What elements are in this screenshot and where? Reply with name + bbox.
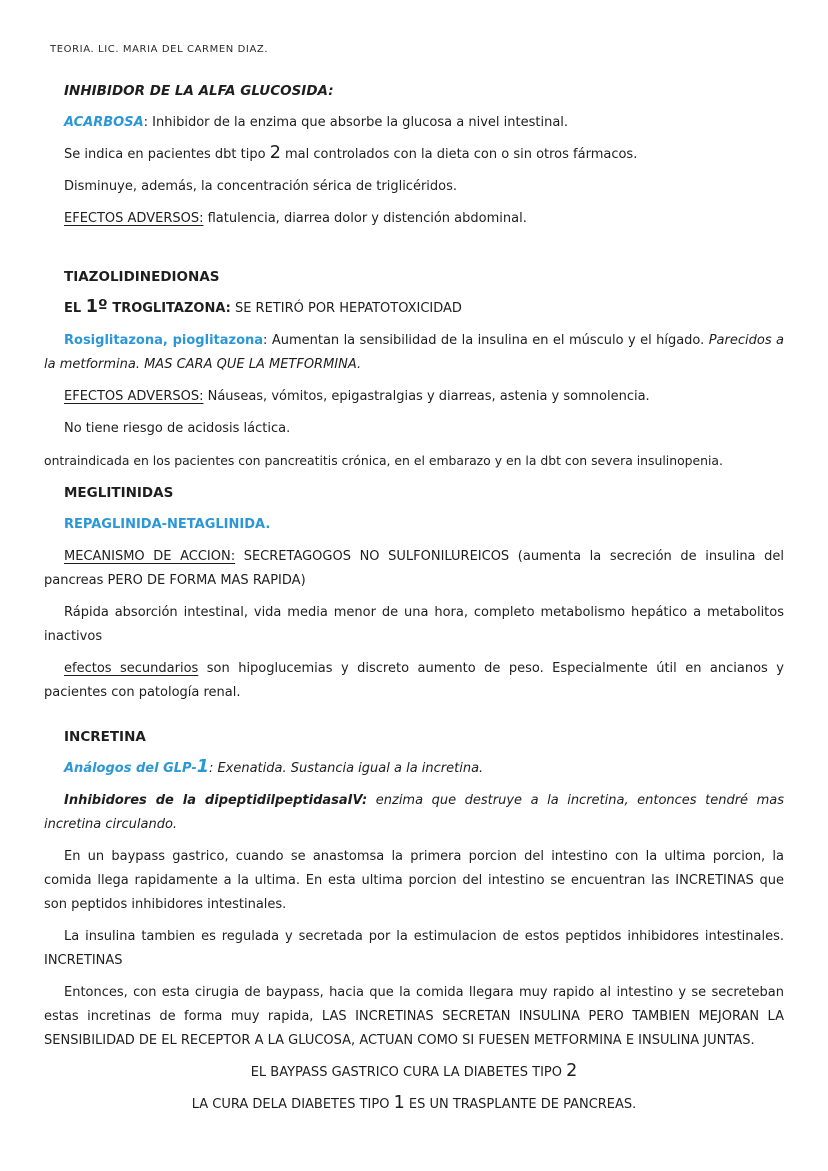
- paragraph-efectos-adversos-tiazolidinedionas: [44, 385, 784, 409]
- paragraph-text: SE RETIRÓ POR HEPATOTOXICIDAD: [230, 301, 462, 316]
- paragraph-text: EL: [64, 301, 86, 316]
- paragraph-disminuye: Disminuye, además, la concentración sérica de triglicéridos.: [64, 179, 458, 194]
- document-content: [44, 79, 784, 1117]
- paragraph-text: : Aumentan la sensibilidad de la insulina en el músculo y el hígado.: [263, 333, 709, 348]
- paragraph-text: enzima que destruye a la incretina, entonces tendré mas incretina circulando.: [44, 793, 784, 832]
- paragraph-text: ES UN TRASPLANTE DE PANCREAS.: [404, 1097, 637, 1112]
- paragraph-baypass-gastrico: En un baypass gastrico, cuando se anastomsa la primera porcion del intestino con la ultima porcion, la comida llega rapidamente a la ultima. En esta ultima porcion del intestino se encuentran las INCRETINAS que son peptidos inhibidores intestinales.: [44, 849, 784, 912]
- document-header: TEORIA. LIC. MARIA DEL CARMEN DIAZ.: [50, 44, 269, 55]
- paragraph-text: LA CURA DELA DIABETES TIPO: [191, 1097, 394, 1112]
- section-heading-alfa-glucosida: INHIBIDOR DE LA ALFA GLUCOSIDA:: [64, 83, 334, 99]
- drug-name-rosiglitazona-pioglitazona: Rosiglitazona, pioglitazona: [64, 333, 264, 348]
- paragraph-acarbosa: [44, 111, 784, 135]
- drug-name-troglitazona: TROGLITAZONA:: [107, 301, 231, 316]
- paragraph-rapida-absorcion: Rápida absorción intestinal, vida media menor de una hora, completo metabolismo hepático a metabolitos inactivos: [44, 605, 784, 644]
- section-heading-incretina: INCRETINA: [64, 729, 146, 745]
- paragraph-text: : Inhibidor de la enzima que absorbe la glucosa a nivel intestinal.: [143, 115, 569, 130]
- paragraph-no-tiene-riesgo: No tiene riesgo de acidosis láctica.: [64, 421, 291, 436]
- paragraph-mecanismo-de-accion: [44, 545, 784, 593]
- section-heading-tiazolidinedionas: TIAZOLIDINEDIONAS: [64, 269, 220, 285]
- paragraph-text: EL BAYPASS GASTRICO CURA LA DIABETES TIPO: [250, 1065, 567, 1080]
- paragraph-se-indica: [44, 143, 784, 167]
- paragraph-contraindicada: ontraindicada en los pacientes con pancreatitis crónica, en el embarazo y en la dbt con severa insulinopenia.: [44, 453, 723, 468]
- paragraph-text: Se indica en pacientes dbt tipo: [64, 147, 270, 162]
- drug-name-glp1-analogos: Análogos del GLP-: [64, 761, 197, 776]
- paragraph-efectos-secundarios: [44, 657, 784, 705]
- underlined-label: EFECTOS ADVERSOS:: [64, 211, 204, 226]
- underlined-label: EFECTOS ADVERSOS:: [64, 389, 204, 404]
- drug-name-acarbosa: ACARBOSA: [64, 115, 144, 130]
- paragraph-repaglinida: [44, 513, 784, 537]
- big-number: 2: [269, 143, 281, 163]
- paragraph-rosiglitazona: [44, 329, 784, 377]
- paragraph-text: son hipoglucemias y discreto aumento de peso. Especialmente útil en ancianos y pacientes con patología renal.: [44, 661, 784, 700]
- big-number: 2: [566, 1061, 578, 1081]
- big-number: 1: [196, 757, 209, 777]
- drug-name-dpp4-inhibidores: Inhibidores de la dipeptidilpeptidasaIV:: [64, 793, 368, 808]
- underlined-label: MECANISMO DE ACCION:: [64, 549, 236, 564]
- paragraph-text: mal controlados con la dieta con o sin otros fármacos.: [280, 147, 638, 162]
- paragraph-inhibidores-dpp4: [44, 789, 784, 837]
- paragraph-cura-diabetes-tipo1: [44, 1093, 784, 1117]
- paragraph-entonces-cirugia: Entonces, con esta cirugia de baypass, hacia que la comida llegara muy rapido al intestino y se secreteban estas incretinas de forma muy rapida, LAS INCRETINAS SECRETAN INSULINA PERO TAMBIEN MEJORAN LA SENSIBILIDAD DE EL RECEPTOR A LA GLUCOSA, ACTUAN COMO SI FUESEN METFORMINA E INSULINA JUNTAS.: [44, 985, 784, 1048]
- paragraph-text: : Exenatida. Sustancia igual a la incretina.: [208, 761, 484, 776]
- paragraph-efectos-adversos-acarbosa: [44, 207, 784, 231]
- drug-name-repaglinida-netaglinida: REPAGLINIDA-NETAGLINIDA.: [64, 517, 271, 532]
- paragraph-insulina-regulada: La insulina tambien es regulada y secretada por la estimulacion de estos peptidos inhibidores intestinales. INCRETINAS: [44, 929, 784, 968]
- paragraph-text: Náuseas, vómitos, epigastralgias y diarreas, astenia y somnolencia.: [203, 389, 650, 404]
- big-number: 1: [393, 1093, 405, 1113]
- paragraph-text: flatulencia, diarrea dolor y distención abdominal.: [203, 211, 527, 226]
- big-number: 1º: [85, 297, 108, 317]
- paragraph-troglitazona: [44, 297, 784, 321]
- paragraph-baypass-cura: [44, 1061, 784, 1085]
- underlined-label: efectos secundarios: [64, 661, 199, 676]
- paragraph-text: SECRETAGOGOS NO SULFONILUREICOS (aumenta la secreción de insulina del pancreas PERO DE FORMA MAS RAPIDA): [44, 549, 784, 588]
- section-heading-meglitinidas: MEGLITINIDAS: [64, 485, 174, 501]
- paragraph-analogos-glp1: [44, 757, 784, 781]
- italic-note: Parecidos a la metformina. MAS CARA QUE LA METFORMINA.: [44, 333, 784, 372]
